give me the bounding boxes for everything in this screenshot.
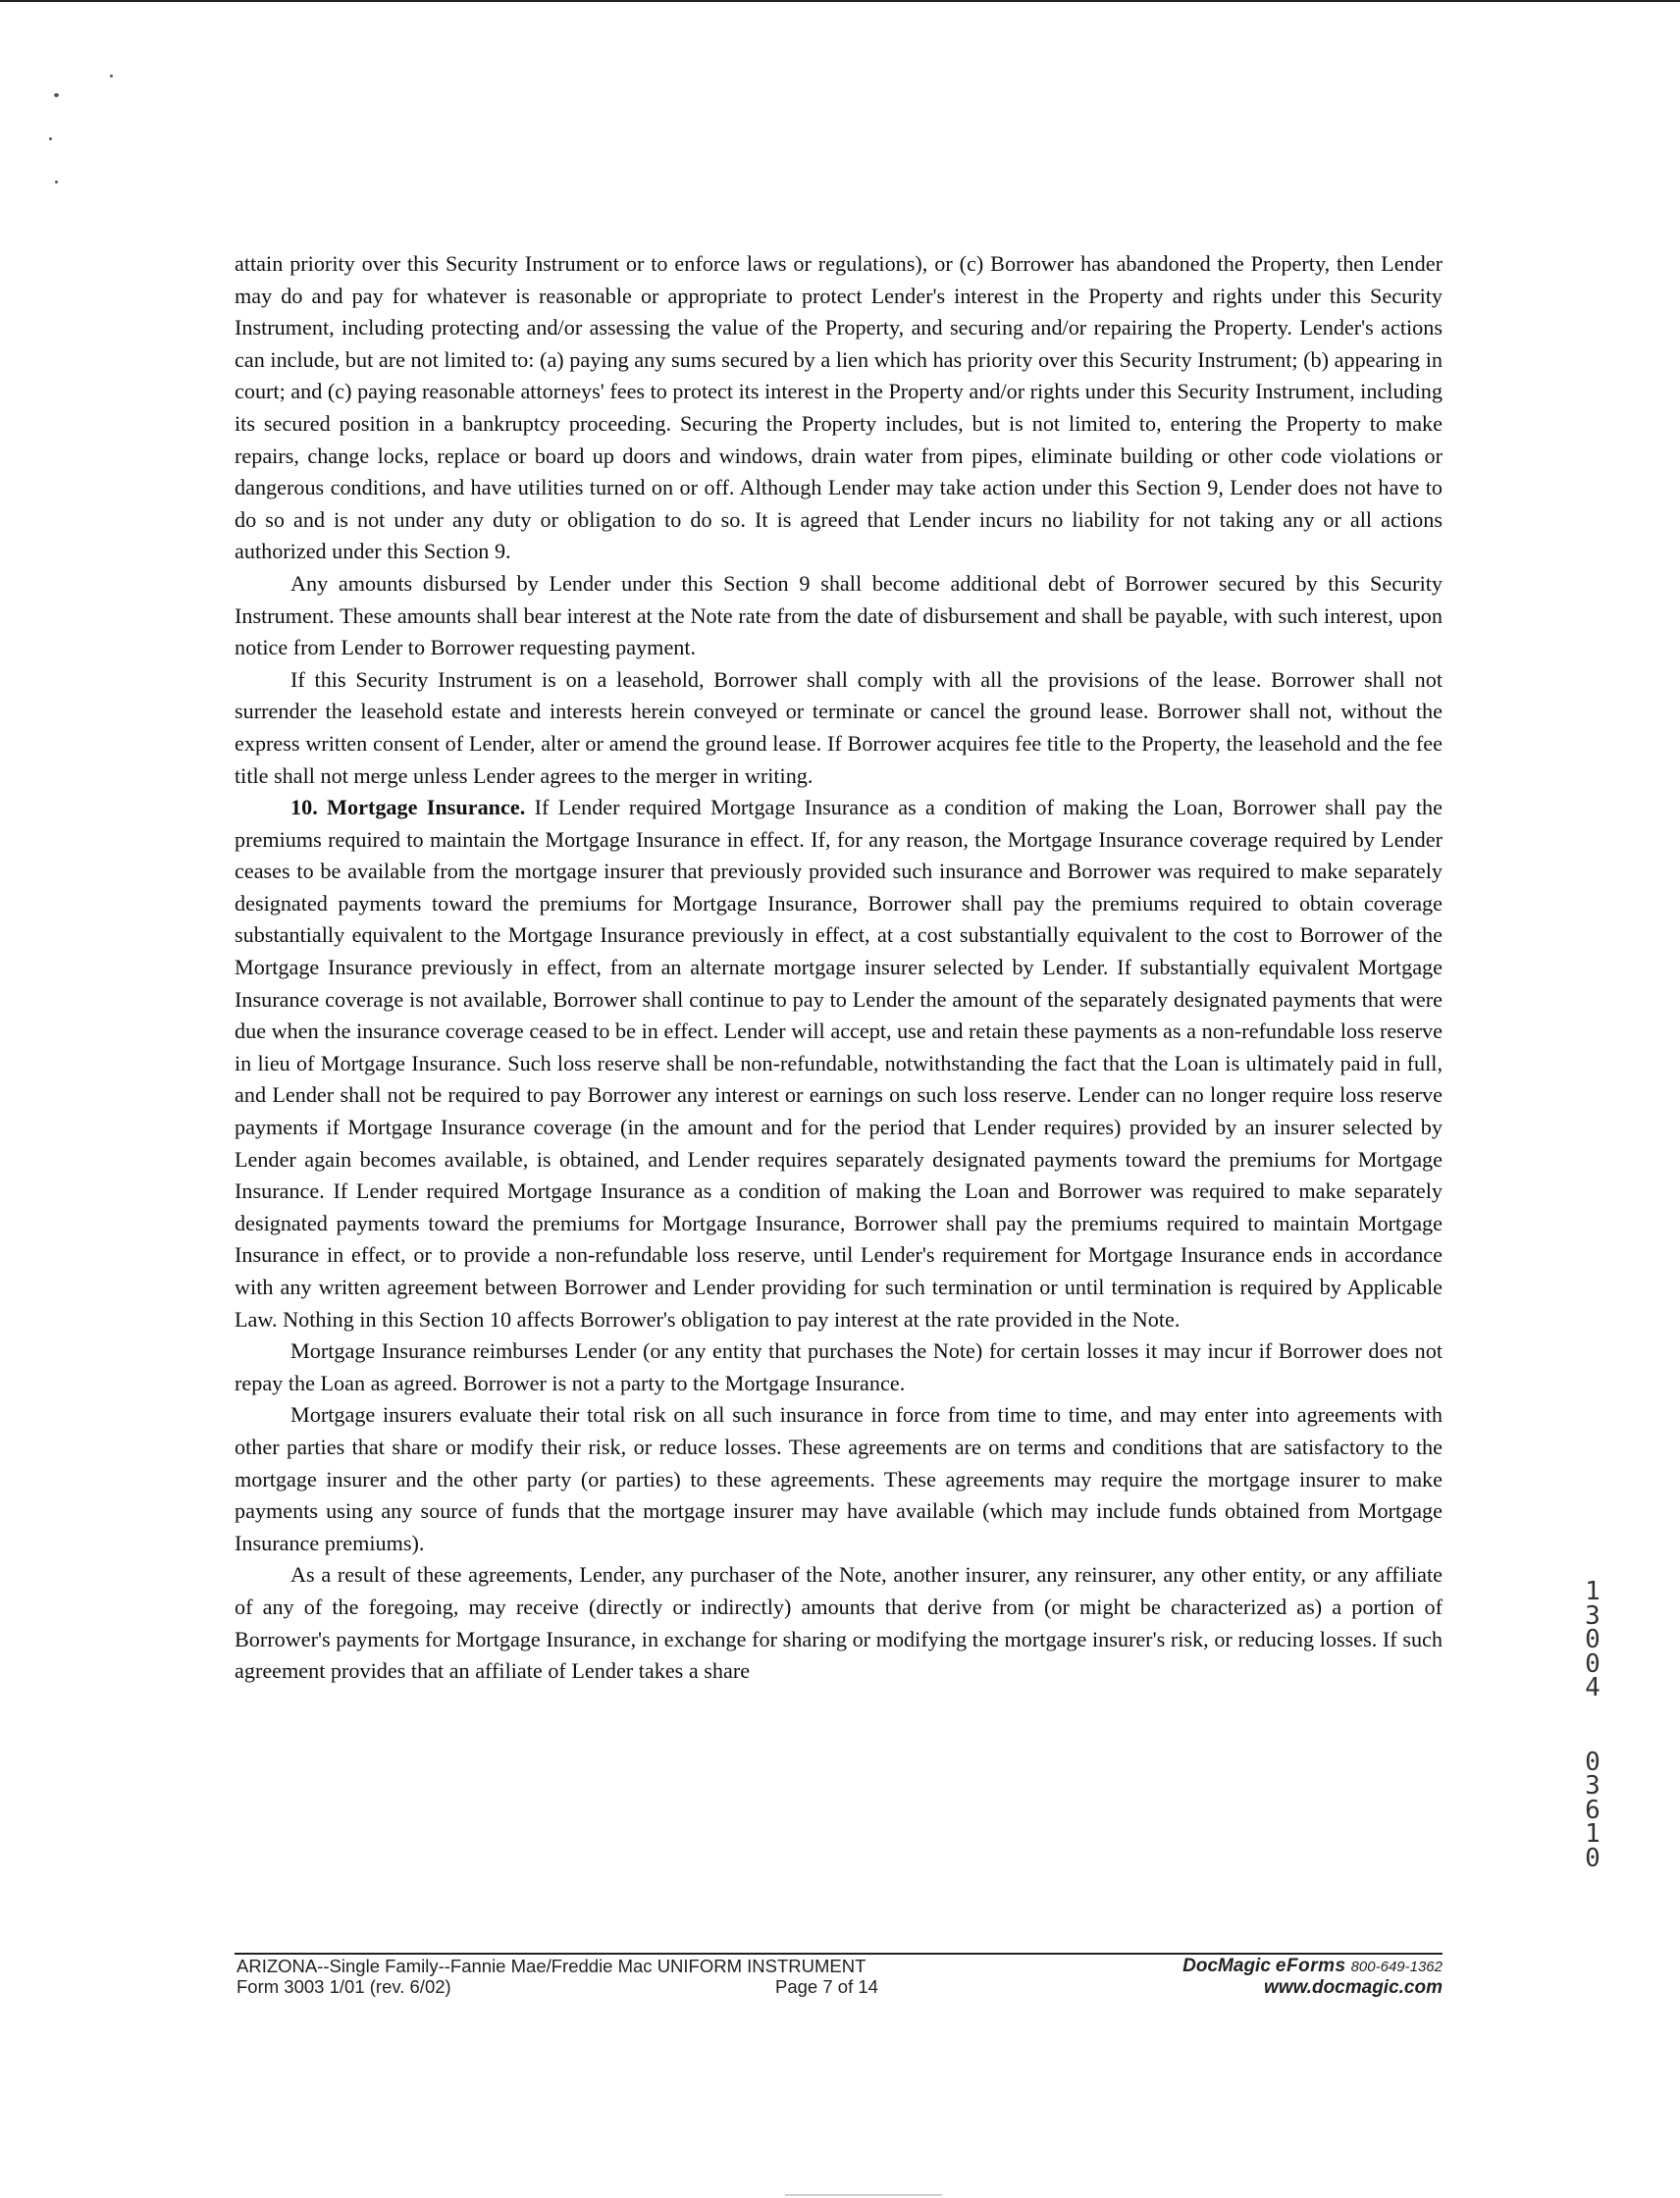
side-digit: 1 (1585, 1819, 1601, 1849)
side-digit: 1 (1585, 1577, 1601, 1606)
section-heading: 10. Mortgage Insurance. (290, 795, 526, 820)
footer-brand-line (1182, 1956, 1443, 1977)
footer-brand (1182, 1956, 1443, 1998)
paragraph: If this Security Instrument is on a leasehold, Borrower shall comply with all the provisions of the lease. Borrower shall not surrender the leasehold estate and interests herein conveyed or terminate or cancel the ground lease. Borrower shall not, without the express written consent of Lender, alter or amend the ground lease. If Borrower acquires fee title to the Property, the leasehold and the fee title shall not merge unless Lender agrees to the merger in writing. (235, 666, 1443, 788)
paragraph: As a result of these agreements, Lender, any purchaser of the Note, another insurer, any reinsurer, any other entity, or any affiliate of any of the foregoing, may receive (directly or indirectly) amounts that derive from (or might be characterized as) a portion of Borrower's payments for Mortgage Insurance, in exchange for sharing or modifying the mortgage insurer's risk, or reducing losses. If such agreement provides that an affiliate of Lender takes a share (235, 1562, 1443, 1684)
side-digit: 0 (1585, 1648, 1601, 1679)
top-edge-line (0, 0, 1680, 2)
paragraph: Mortgage Insurance reimburses Lender (or any entity that purchases the Note) for certain losses it may incur if Borrower does not repay the Loan as agreed. Borrower is not a party to the Mortgage Insurance. (235, 1338, 1443, 1395)
side-digit: 3 (1585, 1600, 1601, 1631)
footer-divider (235, 1953, 1443, 1955)
footer-page-number: Page 7 of 14 (775, 1976, 878, 1997)
side-gap (1578, 1701, 1607, 1751)
paragraph: Mortgage insurers evaluate their total risk on all such insurance in force from time to time, and may enter into agreements with other parties that share or modify their risk, or reduce losses. These agreements are on terms and conditions that are satisfactory to the mortgage insurer and the other party (or parties) to these agreements. These agreements may require the mortgage insurer to make payments using any source of funds that the mortgage insurer may have available (which may include funds obtained from Mortgage Insurance premiums). (235, 1402, 1443, 1555)
scan-speck (110, 75, 113, 78)
brand-phone: 800-649-1362 (1350, 1959, 1443, 1975)
scan-speck (55, 181, 58, 183)
side-digit: 0 (1585, 1625, 1601, 1654)
scan-speck (54, 93, 59, 97)
section-10-paragraph (235, 792, 1443, 1335)
side-digit: 6 (1585, 1795, 1601, 1825)
side-document-number (1578, 1577, 1607, 1873)
brand-url: www.docmagic.com (1264, 1977, 1443, 1998)
brand-name: DocMagic (1182, 1956, 1271, 1976)
footer-form-number: Form 3003 1/01 (rev. 6/02) (236, 1976, 451, 1997)
side-digit: 3 (1585, 1771, 1601, 1801)
side-digit: 0 (1585, 1747, 1601, 1777)
bottom-edge-line (785, 2194, 942, 2196)
paragraph: attain priority over this Security Instrument or to enforce laws or regulations), or (c) Borrower has abandoned the Property, then Lender may do and pay for whatever is reasonable or appropriate to protect Lender's interest in the Property and rights under this Security Instrument, including protecting and/or assessing the value of the Property, and securing and/or repairing the Property. Lender's actions can include, but are not limited to: (a) paying any sums secured by a lien which has priority over this Security Instrument; (b) appearing in court; and (c) paying reasonable attorneys' fees to protect its interest in the Property and/or rights under this Security Instrument, including its secured position in a bankruptcy proceeding. Securing the Property includes, but is not limited to, entering the Property to make repairs, change locks, replace or board up doors and windows, drain water from pipes, eliminate building or other code violations or dangerous conditions, and have utilities turned on or off. Although Lender may take action under this Section 9, Lender does not have to do so and is not under any duty or obligation to do so. It is agreed that Lender incurs no liability for not taking any or all actions authorized under this Section 9. (235, 251, 1443, 564)
side-digit: 0 (1585, 1843, 1601, 1873)
document-body (235, 248, 1443, 1688)
paragraph: Any amounts disbursed by Lender under this Section 9 shall become additional debt of Borrower secured by this Security Instrument. These amounts shall bear interest at the Note rate from the date of disbursement and shall be payable, with such interest, upon notice from Lender to Borrower requesting payment. (235, 570, 1443, 660)
side-digit: 4 (1585, 1673, 1601, 1702)
section-text: If Lender required Mortgage Insurance as a condition of making the Loan, Borrower shall pay the premiums required to maintain the Mortgage Insurance in effect. If, for any reason, the Mortgage Insurance coverage required by Lender ceases to be available from the mortgage insurer that previously provided such insurance and Borrower was required to make separately designated payments toward the premiums for Mortgage Insurance, Borrower shall pay the premiums required to obtain coverage substantially equivalent to the Mortgage Insurance previously in effect, at a cost substantially equivalent to the cost to Borrower of the Mortgage Insurance previously in effect, from an alternate mortgage insurer selected by Lender. If substantially equivalent Mortgage Insurance coverage is not available, Borrower shall continue to pay to Lender the amount of the separately designated payments that were due when the insurance coverage ceased to be in effect. Lender will accept, use and retain these payments as a non-refundable loss reserve in lieu of Mortgage Insurance. Such loss reserve shall be non-refundable, notwithstanding the fact that the Loan is ultimately paid in full, and Lender shall not be required to pay Borrower any interest or earnings on such loss reserve. Lender can no longer require loss reserve payments if Mortgage Insurance coverage (in the amount and for the period that Lender requires) provided by an insurer selected by Lender again becomes available, is obtained, and Lender requires separately designated payments toward the premiums for Mortgage Insurance. If Lender required Mortgage Insurance as a condition of making the Loan and Borrower was required to make separately designated payments toward the premiums for Mortgage Insurance, Borrower shall pay the premiums required to maintain Mortgage Insurance in effect, or to provide a non-refundable loss reserve, until Lender's requirement for Mortgage Insurance ends in accordance with any written agreement between Borrower and Lender providing for such termination or until termination is required by Applicable Law. Nothing in this Section 10 affects Borrower's obligation to pay interest at the rate provided in the Note. (235, 795, 1443, 1332)
footer-form-info (236, 1956, 866, 1997)
footer-instrument: ARIZONA--Single Family--Fannie Mae/Freddie Mac UNIFORM INSTRUMENT (236, 1956, 866, 1976)
scan-speck (49, 137, 52, 140)
eforms-logo: eForms (1275, 1956, 1346, 1976)
